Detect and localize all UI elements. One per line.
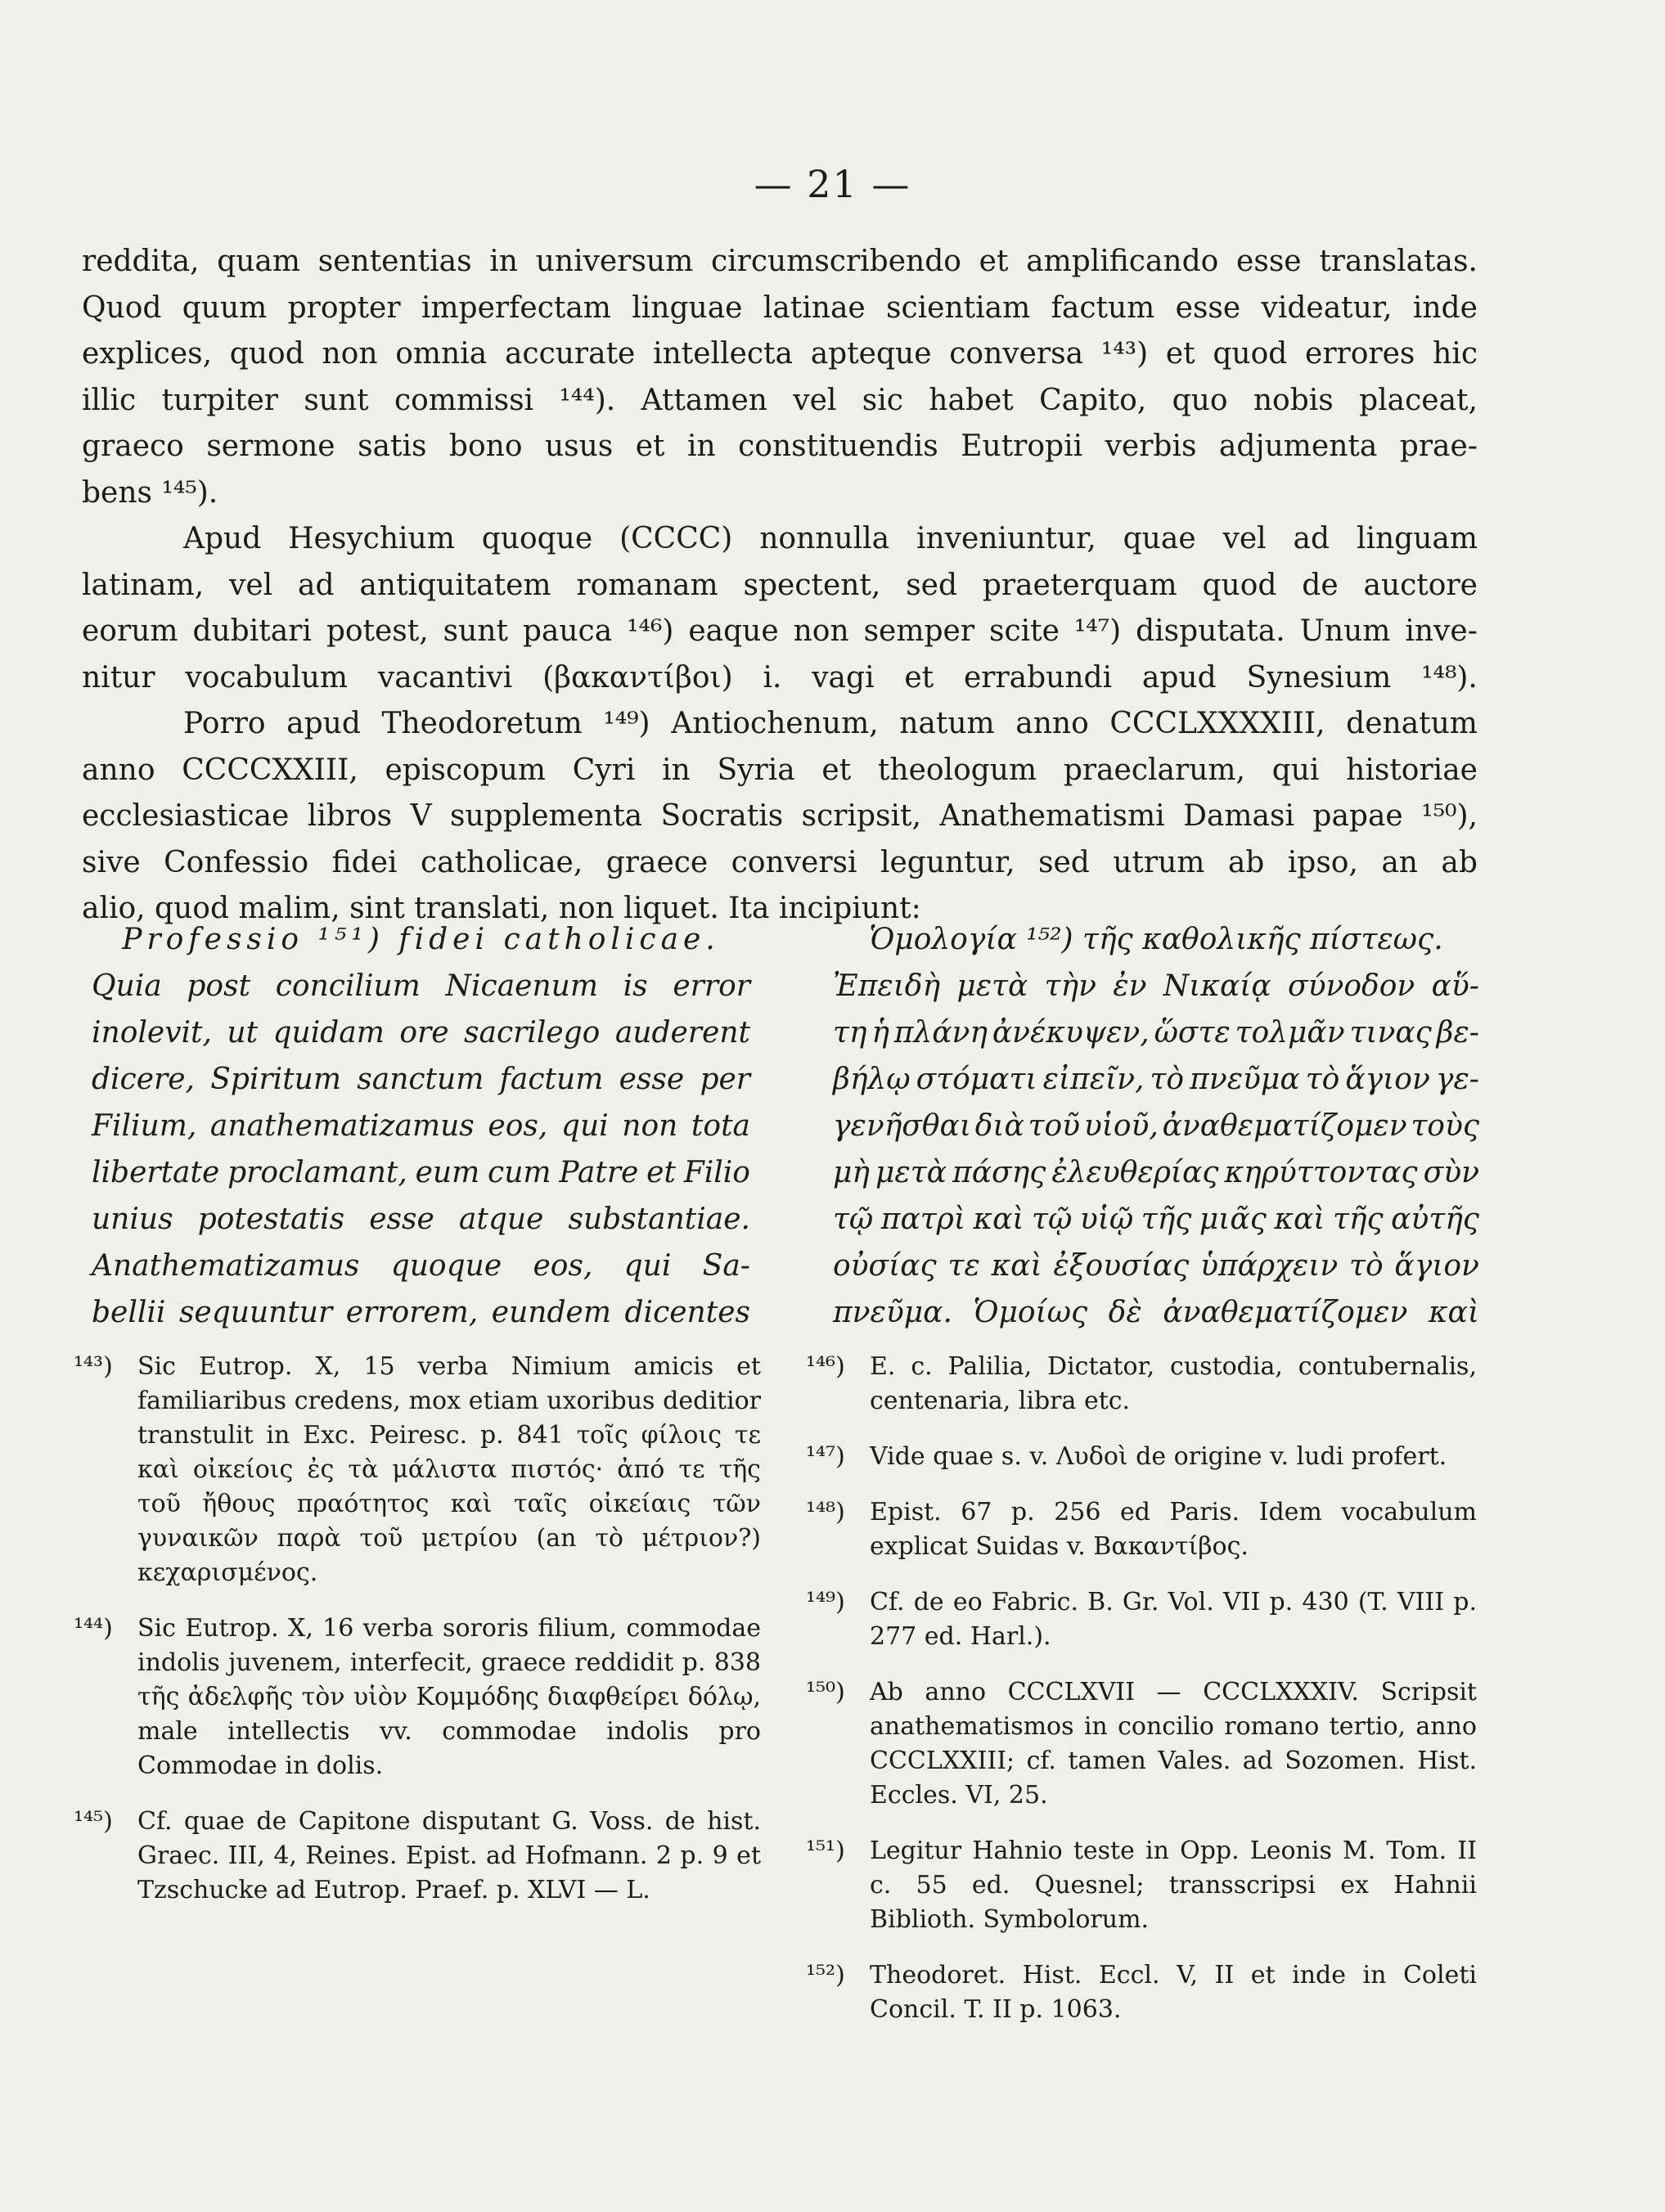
footnote bbox=[74, 1350, 761, 1590]
greek-line: τῷ πατρὶ καὶ τῷ υἱῷ τῆς μιᾶς καὶ τῆς αὐτῆς bbox=[833, 1203, 1479, 1236]
footnote-text: Theodoret. Hist. Eccl. V, II et inde in Coleti Concil. T. II p. 1063. bbox=[870, 1961, 1477, 2024]
latin-line: Anathematizamus quoque eos, qui Sa- bbox=[92, 1249, 750, 1283]
greek-line: πνεῦμα. Ὁμοίως δὲ ἀναθεματίζομεν καὶ bbox=[833, 1296, 1479, 1329]
footnote-number: ¹⁴⁶) bbox=[806, 1352, 845, 1381]
footnote-number: ¹⁵⁰) bbox=[806, 1678, 845, 1706]
footnote-text: Epist. 67 p. 256 ed Paris. Idem vocabulum explicat Suidas v. Βακαντίβος. bbox=[870, 1498, 1477, 1561]
footnote-text: Vide quae s. v. Λυδοὶ de origine v. ludi profert. bbox=[870, 1442, 1447, 1471]
body-text bbox=[82, 239, 1478, 933]
latin-line: unius potestatis esse atque substantiae. bbox=[92, 1203, 750, 1236]
footnote bbox=[74, 1805, 761, 1908]
footnotes-right bbox=[806, 1350, 1477, 2048]
body-line: nitur vocabulum vacantivi (βακαντίβοι) i. vagi et errabundi apud Synesium ¹⁴⁸). bbox=[82, 660, 1478, 695]
latin-line: libertate proclamant, eum cum Patre et Filio bbox=[92, 1156, 750, 1189]
footnote-number: ¹⁴⁸) bbox=[806, 1498, 845, 1526]
body-line: bens ¹⁴⁵). bbox=[82, 475, 218, 510]
greek-line: μὴ μετὰ πάσης ἐλευθερίας κηρύττοντας σὺν bbox=[833, 1156, 1479, 1189]
body-line: graeco sermone satis bono usus et in constituendis Eutropii verbis adjumenta prae- bbox=[82, 429, 1478, 463]
footnote bbox=[806, 1495, 1477, 1564]
footnote-text: E. c. Palilia, Dictator, custodia, contubernalis, centenaria, libra etc. bbox=[870, 1352, 1477, 1415]
greek-line: γενῆσθαι διὰ τοῦ υἱοῦ, ἀναθεματίζομεν τοὺς bbox=[833, 1109, 1479, 1143]
body-line: Quod quum propter imperfectam linguae latinae scientiam factum esse videatur, inde bbox=[82, 290, 1478, 325]
footnote bbox=[806, 1675, 1477, 1813]
footnote-number: ¹⁴³) bbox=[74, 1352, 113, 1381]
body-line: ecclesiasticae libros V supplementa Socratis scripsit, Anathematismi Damasi papae ¹⁵⁰), bbox=[82, 799, 1478, 833]
footnotes-left bbox=[74, 1350, 761, 1929]
footnote bbox=[806, 1585, 1477, 1654]
body-line: Porro apud Theodoretum ¹⁴⁹) Antiochenum, natum anno CCCLXXXXIII, denatum bbox=[183, 707, 1478, 740]
body-line: alio, quod malim, sint translati, non liquet. Ita incipiunt: bbox=[82, 892, 921, 925]
latin-column bbox=[92, 916, 750, 1336]
footnote-text: Sic Eutrop. X, 15 verba Nimium amicis et familiaribus credens, mox etiam uxoribus deditior transtulit in Exc. Peiresc. p. 841 τοῖς φίλοις τε καὶ οἰκείοις ἐς τὰ μάλιστα πιστός· ἀπό τε τῆς τοῦ ἤθους πραότητος καὶ ταῖς οἰκείαις τῶν γυναικῶν παρὰ τοῦ μετρίου (an τὸ μέτριον?) κεχαρισμένος. bbox=[137, 1352, 761, 1587]
body-line: sive Confessio fidei catholicae, graece conversi leguntur, sed utrum ab ipso, an ab bbox=[82, 845, 1478, 879]
greek-column bbox=[833, 916, 1479, 1336]
footnote-text: Cf. de eo Fabric. B. Gr. Vol. VII p. 430 (T. VIII p. 277 ed. Harl.). bbox=[870, 1588, 1477, 1651]
greek-line: βήλῳ στόματι εἰπεῖν, τὸ πνεῦμα τὸ ἅγιον γε- bbox=[833, 1063, 1479, 1096]
page-number: — 21 — bbox=[754, 162, 911, 206]
greek-line: τη ἡ πλάνη ἀνέκυψεν, ὥστε τολμᾶν τινας βε- bbox=[833, 1016, 1479, 1050]
latin-line: Quia post concilium Nicaenum is error bbox=[92, 969, 750, 1003]
footnote-number: ¹⁴⁵) bbox=[74, 1807, 113, 1836]
greek-title: Ὁμολογία ¹⁵²) τῆς καθολικῆς πίστεως. bbox=[869, 923, 1443, 956]
footnote-number: ¹⁴⁴) bbox=[74, 1614, 113, 1643]
body-line: Apud Hesychium quoque (CCCC) nonnulla inveniuntur, quae vel ad linguam bbox=[183, 522, 1478, 555]
footnote bbox=[806, 1834, 1477, 1937]
footnote-text: Sic Eutrop. X, 16 verba sororis filium, commodae indolis juvenem, interfecit, graece reddidit p. 838 τῆς ἀδελφῆς τὸν υἱὸν Κομμόδης διαφθείρει δόλῳ, male intellectis vv. commodae indolis pro Commodae in dolis. bbox=[137, 1614, 761, 1780]
footnote-number: ¹⁴⁷) bbox=[806, 1442, 845, 1471]
footnote-number: ¹⁵²) bbox=[806, 1961, 845, 1989]
footnote-text: Cf. quae de Capitone disputant G. Voss. de hist. Graec. III, 4, Reines. Epist. ad Hofmann. 2 p. 9 et Tzschucke ad Eutrop. Praef. p. XLVI — L. bbox=[137, 1807, 761, 1904]
body-line: eorum dubitari potest, sunt pauca ¹⁴⁶) eaque non semper scite ¹⁴⁷) disputata. Unum inve- bbox=[82, 614, 1478, 648]
footnote bbox=[806, 1440, 1477, 1474]
latin-line: Filium, anathematizamus eos, qui non tota bbox=[92, 1109, 750, 1143]
greek-line: οὐσίας τε καὶ ἐξουσίας ὑπάρχειν τὸ ἅγιον bbox=[833, 1249, 1479, 1283]
latin-title: Professio ¹⁵¹) fidei catholicae. bbox=[122, 923, 720, 956]
footnote bbox=[806, 1350, 1477, 1418]
latin-line: inolevit, ut quidam ore sacrilego auderent bbox=[92, 1016, 750, 1050]
latin-line: bellii sequuntur errorem, eundem dicentes bbox=[92, 1296, 750, 1329]
footnote-text: Ab anno CCCLXVII — CCCLXXXIV. Scripsit anathematismos in concilio romano tertio, anno CCCLXXIII; cf. tamen Vales. ad Sozomen. Hist. Eccles. VI, 25. bbox=[870, 1678, 1477, 1810]
latin-line: dicere, Spiritum sanctum factum esse per bbox=[92, 1063, 750, 1096]
footnote-text: Legitur Hahnio teste in Opp. Leonis M. Tom. II c. 55 ed. Quesnel; transscripsi ex Hahnii Biblioth. Symbolorum. bbox=[870, 1837, 1477, 1934]
body-line: reddita, quam sententias in universum circumscribendo et amplificando esse translatas. bbox=[82, 245, 1478, 278]
body-line: latinam, vel ad antiquitatem romanam spectent, sed praeterquam quod de auctore bbox=[82, 568, 1478, 602]
greek-line: Ἐπειδὴ μετὰ τὴν ἐν Νικαίᾳ σύνοδον αὕ- bbox=[833, 969, 1479, 1003]
body-line: illic turpiter sunt commissi ¹⁴⁴). Attamen vel sic habet Capito, quo nobis placeat, bbox=[82, 383, 1478, 417]
body-line: explices, quod non omnia accurate intellecta apteque conversa ¹⁴³) et quod errores hic bbox=[82, 337, 1478, 371]
footnote-number: ¹⁴⁹) bbox=[806, 1588, 845, 1616]
footnote bbox=[806, 1958, 1477, 2027]
footnote bbox=[74, 1612, 761, 1783]
footnote-number: ¹⁵¹) bbox=[806, 1837, 845, 1865]
body-line: anno CCCCXXIII, episcopum Cyri in Syria et theologum praeclarum, qui historiae bbox=[82, 753, 1478, 787]
